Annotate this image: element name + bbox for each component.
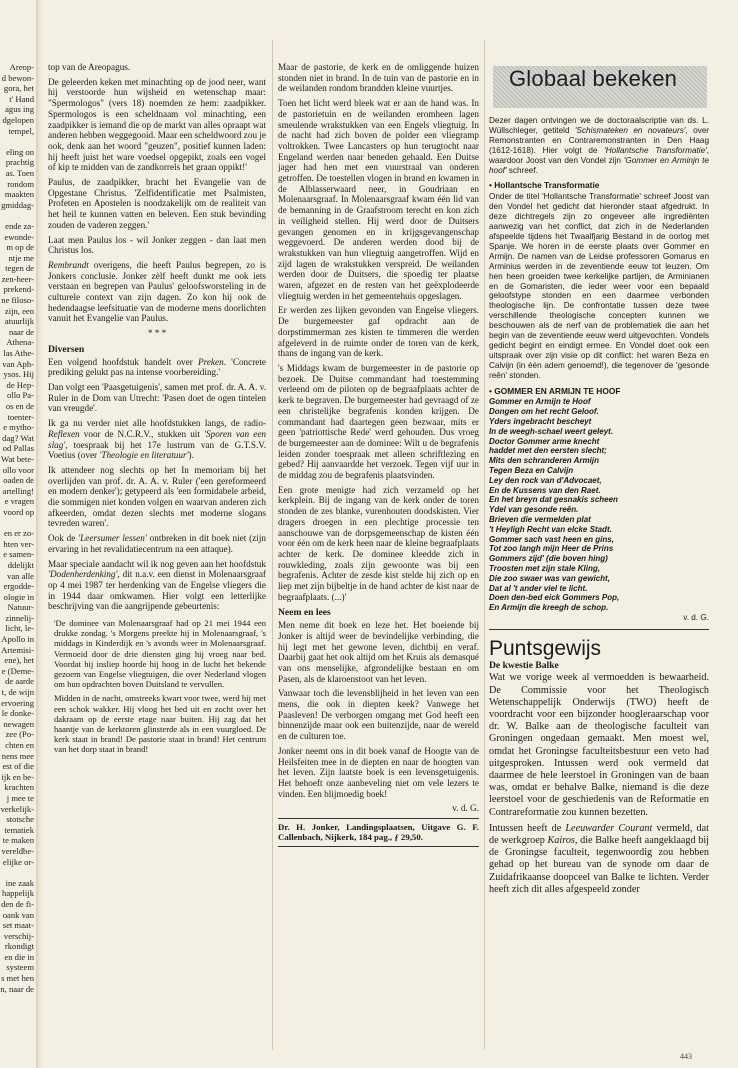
- margin-fragment: tematiek: [4, 824, 34, 835]
- margin-fragment: e mytho-: [3, 422, 34, 433]
- margin-fragment: agus ing: [5, 104, 34, 115]
- margin-fragment: [0, 867, 34, 878]
- column-divider: [272, 40, 273, 1050]
- margin-fragment: ne filoso-: [1, 295, 34, 306]
- margin-fragment: artelling!: [2, 485, 34, 496]
- margin-fragment: rkondigt: [4, 941, 34, 952]
- block-quote: [54, 618, 266, 755]
- text: overigens, die heeft Paulus begrepen, zo is Jonkers conclusie. Jonker zèlf heeft dunkt me ook iets verstaan en begrepen van Paulus' geloofsworsteling in de culturele context van zijn dagen. Zo kon hij ook de hedendaagse leefsituatie van de moderne mens doorlichten vanuit het Evangelie van Paulus.: [48, 259, 266, 324]
- margin-fragment: zen-heer-: [1, 273, 34, 284]
- margin-fragment: t' Hand: [9, 93, 34, 104]
- margin-fragment: voord op: [3, 506, 34, 517]
- paragraph: [48, 260, 266, 324]
- margin-fragment: ine zaak: [5, 877, 34, 888]
- text: ontbreken in dit boek niet (zijn ervaring in het revalidatiecentrum na een attaque).: [48, 533, 266, 554]
- paragraph: Ik attendeer nog slechts op het In memoriam bij het overlijden van prof. dr. A. A. v. Ruler ('een gereformeerd en modern denker'); getypeerd als 'een formidabele arbeid, die sommigen niet konden volgen en waarvan anderen zich afkeerden, omdat dezen slechts met moderne slogans tevreden waren'.: [48, 464, 266, 529]
- margin-fragment: zijn, een: [4, 305, 34, 316]
- margin-fragment: de Hep-: [6, 379, 34, 390]
- margin-fragment: ddelijkt: [7, 559, 34, 570]
- margin-fragment: Artemisi-: [1, 644, 34, 655]
- margin-fragment: ijk en be-: [1, 771, 34, 782]
- poem-line: Ley den rock van d'Advocaet,: [489, 475, 602, 485]
- poem-line: Dat al 't ander viel te licht.: [489, 583, 588, 593]
- text: Ook de: [48, 533, 79, 544]
- margin-fragment: zinnelij-: [5, 612, 34, 623]
- margin-fragment: est of die: [2, 761, 34, 772]
- poem-line: Gommer sach vast heen en gins,: [489, 534, 614, 544]
- subheading-hollantsche-transformatie: • Hollantsche Transformatie: [489, 180, 600, 191]
- poem-line: Tegen Beza en Calvijn: [489, 466, 574, 476]
- margin-fragment: newagen: [3, 718, 34, 729]
- text: , waardoor Joost van den Vondel zijn: [489, 145, 709, 165]
- paragraph: Toen het licht werd bleek wat er aan de hand was. In de pastorietuin en de weilanden eromheen lagen smeulende wrakstukken van een Engels vliegtuig. In de nacht had zich boven de polder een vliegramp voltrokken. Twee Lancasters op hun terugtocht naar Engeland werden naar beneden gehaald. Een Duitse jager had hen met een vuurstraal van onderen getroffen. De toestellen vlogen in brand en kwamen in de Alblasserwaard neer, in Goudriaan en Molenaarsgraaf. In Molenaarsgraaf kwam één lid van de bemanning in de Graafstroom terecht en kon zich in veiligheid stellen. Hij werd door de Duitsers gevangen genomen en in krijgsgevangenschap weggevoerd. De anderen werden dood bij de wrakstukken van hun vliegtuig aangetroffen. Wijd en zijd lagen de wrakstukken verspreid. De weilanden werden door de Duitsers, die spoedig ter plaatse waren, afgezet en de resten van het geëxplodeerde vliegtuig werden in het gemeentehuis opgeslagen.: [278, 98, 479, 301]
- margin-fragment: gora, het: [3, 83, 34, 94]
- review-column-middle: [278, 62, 479, 1052]
- margin-fragment: verkelijk-: [0, 803, 34, 814]
- text: Dezer dagen ontvingen we de doctoraalscriptie van ds. L. Wüllschleger, getiteld: [489, 116, 709, 135]
- poem-line: Brieven die vermelden plat: [489, 515, 591, 525]
- margin-fragment: krachten: [4, 782, 34, 793]
- margin-fragment: en die in: [4, 951, 34, 962]
- poem: [489, 397, 709, 613]
- margin-fragment: [0, 518, 34, 529]
- paragraph: [48, 357, 266, 378]
- section-separator: * * *: [147, 328, 167, 339]
- margin-fragment: prachtig: [5, 157, 34, 168]
- page-fold-shadow: [36, 0, 44, 1068]
- puntsgewijs-section: [489, 672, 709, 896]
- paragraph: [48, 533, 266, 554]
- subheading-poem-title: • GOMMER EN ARMIJN TE HOOF: [489, 385, 621, 396]
- paragraph: [48, 559, 266, 613]
- text: ).: [188, 450, 194, 461]
- section-heading-diversen: Diversen: [48, 343, 85, 355]
- globaal-bekeken-section: [489, 116, 709, 623]
- paragraph: [489, 823, 709, 896]
- margin-fragment: j mee te: [6, 792, 34, 803]
- margin-fragment: hten ver-: [3, 538, 34, 549]
- poem-line: Gommers zijd' (die boven hing): [489, 554, 608, 564]
- margin-fragment: ntje me: [8, 252, 34, 263]
- paragraph: Maar de pastorie, de kerk en de omliggende huizen stonden niet in brand. In de tuin van de pastorie en in de weilanden rondom brandden kleine vuurtjes.: [278, 62, 479, 94]
- margin-fragment: tempel,: [8, 125, 34, 136]
- margin-fragment: en er zo-: [3, 528, 34, 539]
- book-reference: Dr. H. Jonker, Landingsplaatsen, Uitgave G. F. Callenbach, Nijkerk, 184 pag., ƒ 29,50.: [278, 818, 479, 846]
- emphasis: 'Leersumer lessen': [78, 533, 147, 544]
- margin-fragment: las Athe-: [3, 348, 34, 359]
- margin-fragment: tegen de: [5, 263, 34, 274]
- emphasis: Kairos: [547, 834, 575, 846]
- margin-fragment: ollo Pa-: [7, 390, 34, 401]
- margin-fragment: zee (Po-: [5, 729, 34, 740]
- margin-fragment: e (Deme-: [1, 665, 34, 676]
- poem-line: Tot zoo langh mijn Heer de Prins: [489, 544, 614, 554]
- poem-line: Mits den schranderen Armijn: [489, 456, 599, 466]
- paragraph: Laat men Paulus los - wil Jonker zeggen - dan laat men Christus los.: [48, 234, 266, 256]
- margin-fragment: eling on: [6, 146, 34, 157]
- previous-page-margin-column: [0, 62, 34, 994]
- margin-fragment: oank van: [2, 909, 34, 920]
- puntsgewijs-title: Puntsgewijs: [489, 636, 602, 660]
- margin-fragment: set maat-: [2, 920, 34, 931]
- poem-line: Dongen om het recht Geloof.: [489, 407, 599, 417]
- globaal-bekeken-banner: [493, 66, 707, 108]
- margin-fragment: de aarde: [5, 676, 34, 687]
- margin-fragment: d bewon-: [1, 72, 34, 83]
- paragraph: Dan volgt een 'Paasgetuigenis', samen met prof. dr. A. A. v. Ruler in de Dom van Utrecht: 'Pasen doet de ogen tintelen van vreugde'.: [48, 381, 266, 414]
- margin-fragment: naar de: [8, 326, 34, 337]
- text: Intussen heeft de: [489, 822, 566, 834]
- margin-fragment: Apollo in: [1, 634, 34, 645]
- poem-line: Gommer en Armijn te Hoof: [489, 397, 591, 407]
- poem-line: 't Heyligh Recht van elcke Stadt.: [489, 524, 612, 534]
- emphasis: 'Theologie en literatuur': [99, 450, 189, 461]
- margin-fragment: stotsche: [6, 814, 34, 825]
- text: , dit n.a.v. een dienst in Molenaarsgraaf op 4 mei 1987 ter herdenking van de Engelse vliegers die in 1944 daar omkwamen. Hier volgt een letterlijke beschrijving van die aangrijpende gebeurtenis:: [48, 569, 266, 612]
- margin-fragment: ende za-: [5, 220, 34, 231]
- margin-fragment: [0, 136, 34, 147]
- paragraph: 's Middags kwam de burgemeester in de pastorie op bezoek. De Duitse commandant had toestemming verleend om de piloten op de begraafplaats achter de kerk te begraven. De burgemeester had gevraagd of ze een christelijke begrafenis konden krijgen. De commandant had daartegen geen bezwaar, mits er geen 'patriottische Rede' werd gehouden. Dus vroeg de burgemeester aan de dominee: Wilt u de begrafenis leiden zonder toespraak met alleen schriftlezing en gebed? Hij aanvaardde het verzoek. Tegen vijf uur in de middag zou de begrafenis plaatsvinden.: [278, 362, 479, 481]
- margin-fragment: oaden de: [3, 475, 34, 486]
- margin-fragment: atuurlijk: [4, 316, 34, 327]
- margin-fragment: n, naar de: [0, 983, 34, 994]
- margin-fragment: dag? Wat: [2, 432, 34, 443]
- margin-fragment: van Aph-: [2, 358, 34, 369]
- margin-fragment: le donke-: [1, 708, 34, 719]
- paragraph: Wat we vorige week al vermoedden is bewaarheid. De Commissie voor het Theologisch Wetenschappelijk Onderwijs (TWO) heeft de voordracht voor een bijzonder hoogleraarschap voor dr. W. Balke aan de theologische faculteit van Groningen ongedaan gemaakt. Men moest wel, omdat het Groningse faculteitsbestuur een veto had uitgesproken. Intussen werd ook vermeld dat daarmee de hele leerstoel in Groningen van de baan was, omdat er behalve Balke, niemand is die deze leerstoel voor de geschiedenis van de Reformatie en Contrareformatie zou kunnen bezetten.: [489, 672, 709, 818]
- paragraph: Vanwaar toch die levensblijheid in het leven van een mens, die ook in diepten keek? Vanwege het Paasleven! De verborgen omgang met God heeft een binnenzijde maar ook een buitenzijde, naar de wereld en de culturen toe.: [278, 688, 479, 742]
- margin-fragment: Areop-: [9, 62, 34, 72]
- poem-line: En Armijn die kreegh de schop.: [489, 603, 609, 613]
- poem-line: Die zoo swaer was van gewicht,: [489, 573, 610, 583]
- column-divider: [484, 40, 485, 1050]
- margin-fragment: te maken: [2, 835, 34, 846]
- poem-line: In de weegh-schael weert geleyt.: [489, 426, 614, 436]
- paragraph: Er werden zes lijken gevonden van Engelse vliegers. De burgemeester gaf opdracht aan de dorpstimmerman zes kisten te timmeren die werden afgeleverd in de ruimte onder de toren van de kerk, thans de ingang van de kerk.: [278, 305, 479, 359]
- poem-line: Ydel van gesonde reên.: [489, 505, 579, 515]
- margin-fragment: [0, 210, 34, 221]
- emphasis: 'Hollantsche Transformatie': [604, 145, 707, 155]
- emphasis: 'Sporen van een slag': [48, 428, 266, 450]
- paragraph: [489, 116, 709, 175]
- poem-line: Doen den-bed eick Gommers Pop,: [489, 593, 620, 603]
- section-heading-neem-en-lees: Neem en lees: [278, 607, 331, 619]
- poem-line: En het breyn dat gesnakis scheen: [489, 495, 618, 505]
- emphasis: Reflexen: [48, 428, 80, 439]
- margin-fragment: e samen-: [3, 549, 34, 560]
- poem-line: Troosten met zijn stale Kling,: [489, 564, 600, 574]
- text: vermeld, dat de werkgroep: [489, 822, 709, 846]
- margin-fragment: happelijk: [2, 888, 34, 899]
- margin-fragment: nens mee: [1, 750, 34, 761]
- margin-fragment: vereldbe-: [1, 845, 34, 856]
- margin-fragment: ene), het: [4, 655, 34, 666]
- margin-fragment: Natuur-: [7, 602, 34, 613]
- emphasis: Preken: [198, 356, 224, 367]
- margin-fragment: ergodde-: [3, 581, 34, 592]
- margin-fragment: s met hen: [1, 973, 34, 984]
- text: , over Remonstranten en Contraremonstranten in Den Haag (1612-1618). Hier volgt de: [489, 125, 709, 155]
- paragraph: Men neme dit boek en leze het. Het boeiende bij Jonker is altijd weer de bevindelijke verbinding, die hij legt met het gewone leven, dichtbij en veraf. Daarbij gaat het ook altijd om het Kruis als demasqué van ons menselijke, afgrondelijke bestaan en om Pasen, als de klaroenstoot van het leven.: [278, 620, 479, 684]
- margin-fragment: gmiddag-: [1, 199, 34, 210]
- sidebar-column-right: [489, 62, 709, 1052]
- margin-fragment: prekend-: [3, 284, 34, 295]
- paragraph: Een grote menigte had zich verzameld op het kerkplein. Bij de ingang van de kerk onder de toren stonden de zes blanke, vurenhouten doodskisten. Vier dragers droegen in een plechtige processie ten aanschouwe van de dorpsgemeenschap de kisten één voor één om de kerk heen naar de kleine begraafplaats achter de kerk. De dominee kleedde zich in rouwkleding, zoals zijn gewoonte was bij een begrafenis. Achter de zesde kist stelde hij zich op en liep met zijn bijbeltje in de hand achter de kist naar de begraafplaats. (...)': [278, 484, 479, 602]
- text: , die Balke heeft aangeklaagd bij de Groningse faculteit, tegenwoordig zou hebben gehad op het bureau van de synode om daar de Zuidafrikaanse doopceel van Balke te lichten. Verder heeft zich dit alles afgespeeld zonder: [489, 834, 709, 895]
- paragraph: Paulus, de zaadpikker, bracht het Evangelie van de Opgestane Christus. 'Zelfidentificatie met Psalmisten, Profeten en Apostelen is noodzakelijk om de realiteit van het heil te kunnen vatten en beleven. Een stuk bevinding zouden de vaderen zeggen.': [48, 177, 266, 230]
- margin-fragment: ysos. Hij: [3, 369, 34, 380]
- margin-fragment: as. Toen: [5, 167, 34, 178]
- margin-fragment: licht, le-: [5, 623, 34, 634]
- margin-fragment: ologie in: [3, 591, 34, 602]
- poem-line: Doctor Gommer arme knecht: [489, 436, 600, 446]
- margin-fragment: van alle: [7, 570, 34, 581]
- margin-fragment: chten en: [5, 740, 34, 750]
- poem-line: haddet met den eersten slecht;: [489, 446, 607, 456]
- margin-fragment: m op de: [6, 242, 34, 253]
- margin-fragment: maakten: [4, 189, 34, 200]
- emphasis: 'Schismateken en novateurs': [574, 125, 686, 135]
- quote-paragraph: 'De dominee van Molenaarsgraaf had op 21 mei 1944 een drukke zondag. 's Morgens preekte hij in Molenaarsgraaf, 's middags in Kinderdijk en 's avonds weer in Molenaarsgraaf. Vermoeid door de drie diensten ging hij vroeg naar bed. Voordat hij insliep hoorde hij hoog in de lucht het bekende gezoem van Engelse vliegtuigen, die over Nederland vlogen om hun opdrachten boven Duitsland te vervullen.: [54, 618, 266, 690]
- margin-fragment: systeem: [6, 962, 34, 973]
- paragraph: top van de Areopagus.: [48, 62, 131, 72]
- margin-fragment: ollo voor: [2, 464, 34, 475]
- margin-fragment: Athena-: [6, 337, 34, 348]
- paragraph: Onder de titel 'Hollantsche Transformatie' schreef Joost van den Vondel het gedicht dat hieronder staat afgedrukt. In deze dichtregels zijn zo ongeveer alle ingrediënten aanwezig van het conflict, dat zich in de Nederlanden afspeelde tijdens het Twaalfjarig Bestand in de oorlog met Spanje. We horen in de eerste plaats over Gommer en Armijn. De namen van de Leidse professoren Gomarus en Arminius werden in de zeventiende eeuw tot leuzen. Om hen heen groeiden twee kerkelijke partijen, de Arminianen en de Gomaristen, die ieder weer voor een bepaald geloofstype stonden en een daarmee verbonden theologische lijn. De confrontatie tussen deze twee verschillende theologische concepten kunnen we beschouwen als de nerf van de problematiek die aan het begin van de zeventiende eeuw werd uitgevochten. Vondels gedicht begint en eindigt ermee. En Vondel doet ook een uitspraak over zijn visie op dit conflict: het waren Beza en Calvijn (in één adem genoemd!), die tegenover de 'gesonde reên' stonden.: [489, 192, 709, 380]
- margin-fragment: rondom: [7, 178, 34, 189]
- text: Een volgend hoofdstuk handelt over: [48, 356, 198, 367]
- emphasis: 'Dodenherdenking': [48, 569, 118, 580]
- text: voor de N.C.R.V., stukken uit: [79, 428, 205, 439]
- margin-fragment: ervoering: [1, 697, 34, 708]
- text: . 'Concrete prediking gelukt pas na intense voorbereiding.': [48, 356, 266, 378]
- poem-line: Yders ingebracht bescheyt: [489, 417, 592, 427]
- margin-fragment: dgelopen: [2, 114, 34, 125]
- paragraph: [48, 418, 266, 461]
- margin-fragment: den de fi-: [1, 898, 34, 909]
- margin-fragment: verschij-: [3, 930, 34, 941]
- paragraph: De geleerden keken met minachting op de jood neer, want hij verstoorde hun wijsheid en wetenschap maar: "Spermologos" (vers 18) noemden ze hem: zaadpikker. Spermologos is een scheldnaam vol minachting, een zaadpikker is iemand die op de markt van alles opraapt wat anderen hebben weggegooid. Maar een scheldwoord zou je ook, denk aan het woord "geuzen", positief kunnen laden: hij heeft juist het ware voedsel opgepikt, zoals een vogel of kip te midden van de zandkorrels het graan oppikt!': [48, 76, 266, 173]
- margin-fragment: od Pallas: [2, 443, 34, 454]
- quote-paragraph: Midden in de nacht, omstreeks kwart voor twee, werd hij met een schok wakker. Hij vloog het bed uit en zocht over het dakraam op de eerste etage naar buiten. Hij zag dat het haantje van de kerktoren glinsterde als in een vuurgloed. De kerk staat in brand! De pastorie staat in brand! Het centrum van het dorp staat in brand!: [54, 693, 266, 755]
- banner-title: Globaal bekeken: [509, 66, 678, 91]
- emphasis: 'Gommer en Arminjn te hoof': [489, 155, 709, 175]
- poem-line: En de Kussens van den Raet.: [489, 485, 601, 495]
- review-column-left: [48, 62, 266, 1050]
- page-number: 443: [680, 1052, 692, 1061]
- emphasis: Rembrandt: [48, 259, 89, 270]
- text: Maar speciale aandacht wil ik nog geven aan het hoofdstuk: [48, 558, 266, 569]
- section-divider: [489, 629, 709, 630]
- text: , toespraak bij het 17e lustrum van de G.T.S.V. Voetius (over: [48, 439, 266, 461]
- emphasis: Leeuwarder Courant: [565, 822, 653, 834]
- text: schreef.: [506, 165, 538, 175]
- margin-fragment: e vragen: [4, 496, 34, 507]
- margin-fragment: ewonde-: [4, 231, 34, 242]
- author-signature: v. d. G.: [683, 613, 709, 622]
- margin-fragment: t, de wijn: [1, 687, 34, 698]
- margin-fragment: toenter-: [7, 411, 34, 422]
- margin-fragment: os en de: [5, 401, 34, 411]
- margin-fragment: elijke or-: [2, 856, 34, 867]
- text: Ik ga nu verder niet alle hoofdstukken langs, de radio-: [48, 418, 266, 429]
- author-signature: v. d. G.: [452, 803, 479, 814]
- section-heading-balke: De kwestie Balke: [489, 659, 559, 671]
- paragraph: Jonker neemt ons in dit boek vanaf de Hoogte van de Heilsfeiten mee in de diepten en naar de hoogten van het leven. Zijn laatste boek is een levensgetuigenis. Het behoeft onze aanbeveling niet om vele lezers te vinden. Een blijmoedig boek!: [278, 745, 479, 799]
- margin-fragment: Wat bete-: [1, 453, 34, 464]
